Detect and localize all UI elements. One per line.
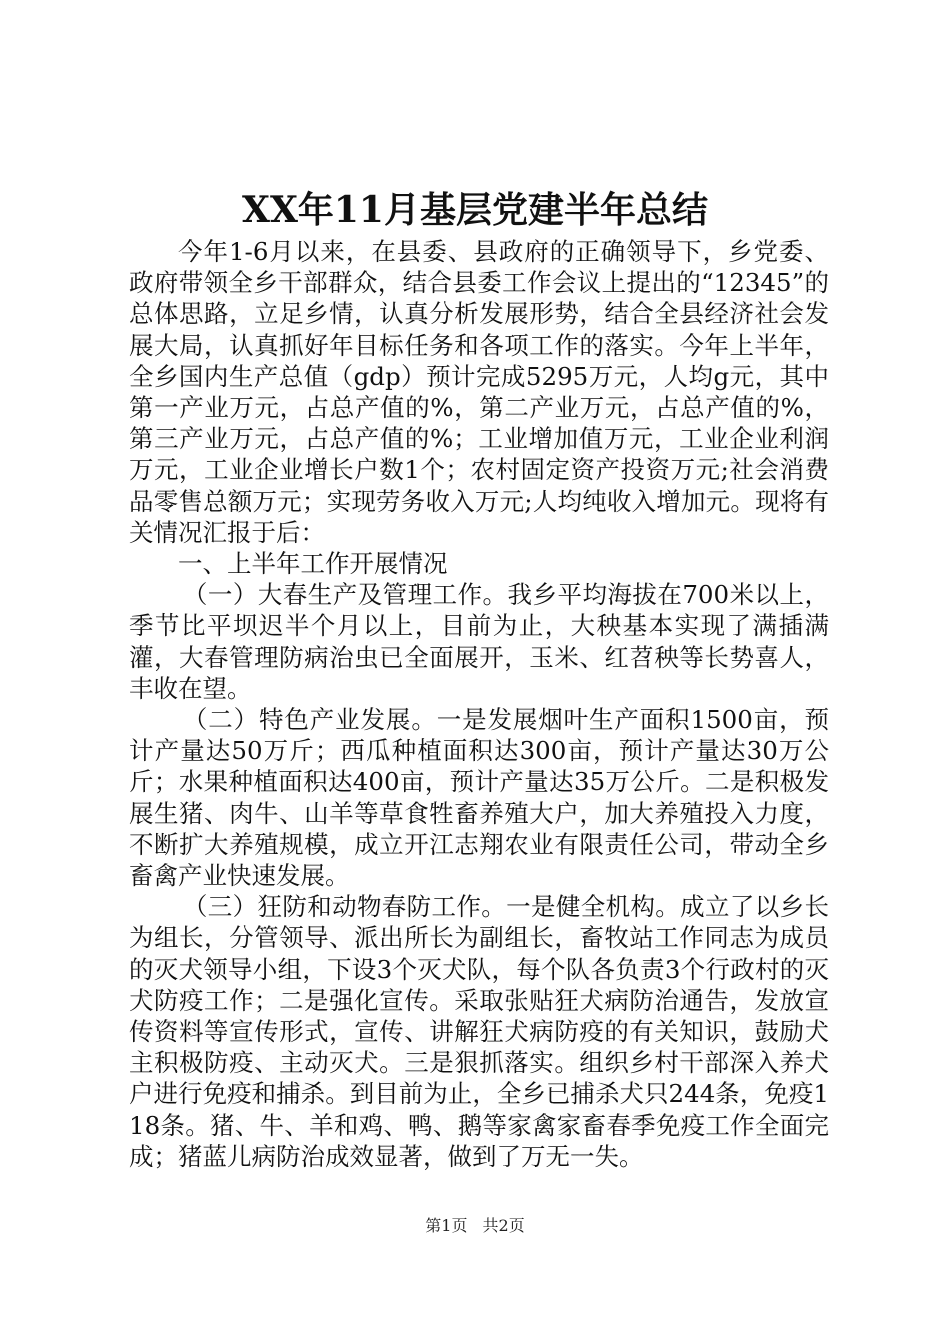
intro-paragraph: 今年1-6月以来，在县委、县政府的正确领导下，乡党委、政府带领全乡干部群众，结合县委工作会议上提出的“12345”的总体思路，立足乡情，认真分析发展形势，结合全县经济社会发展大局，认真抓好年目标任务和各项工作的落实。今年上半年，全乡国内生产总值（gdp）预计完成5295万元，人均g元，其中第一产业万元，占总产值的%，第二产业万元，占总产值的%，第三产业万元，占总产值的%；工业增加值万元，工业企业利润万元，工业企业增长户数1个；农村固定资产投资万元;社会消费品零售总额万元；实现劳务收入万元;人均纯收入增加元。现将有关情况汇报于后： [129, 237, 829, 547]
subsection-paragraph-spring-farming: （一）大春生产及管理工作。我乡平均海拔在700米以上，季节比平坝迟半个月以上，目前为止，大秧基本实现了满插满灌，大春管理防病治虫已全面展开，玉米、红苕秧等长势喜人，丰收在望。 [129, 580, 829, 703]
subsection-paragraph-special-industry: （二）特色产业发展。一是发展烟叶生产面积1500亩，预计产量达50万斤；西瓜种植面积达300亩，预计产量达30万公斤；水果种植面积达400亩，预计产量达35万公斤。二是积极发展生猪、肉牛、山羊等草食牲畜养殖大户，加大养殖投入力度，不断扩大养殖规模，成立开江志翔农业有限责任公司，带动全乡畜禽产业快速发展。 [129, 705, 829, 891]
document-body [129, 236, 829, 1172]
page-number: 第1页 [425, 1216, 468, 1235]
document-title: XX年11月基层党建半年总结 [242, 189, 708, 231]
subsection-paragraph-rabies-prevention: （三）狂防和动物春防工作。一是健全机构。成立了以乡长为组长，分管领导、派出所长为副组长，畜牧站工作同志为成员的灭犬领导小组，下设3个灭犬队，每个队各负责3个行政村的灭犬防疫工作；二是强化宣传。采取张贴狂犬病防治通告，发放宣传资料等宣传形式，宣传、讲解狂犬病防疫的有关知识，鼓励犬主积极防疫、主动灭犬。三是狠抓落实。组织乡村干部深入养犬户进行免疫和捕杀。到目前为止，全乡已捕杀犬只244条，免疫118条。猪、牛、羊和鸡、鸭、鹅等家禽家畜春季免疫工作全面完成；猪蓝儿病防治成效显著，做到了万无一失。 [129, 892, 829, 1171]
page-total: 共2页 [482, 1216, 525, 1235]
page-footer [0, 1215, 950, 1237]
section-heading: 一、上半年工作开展情况 [178, 549, 448, 579]
